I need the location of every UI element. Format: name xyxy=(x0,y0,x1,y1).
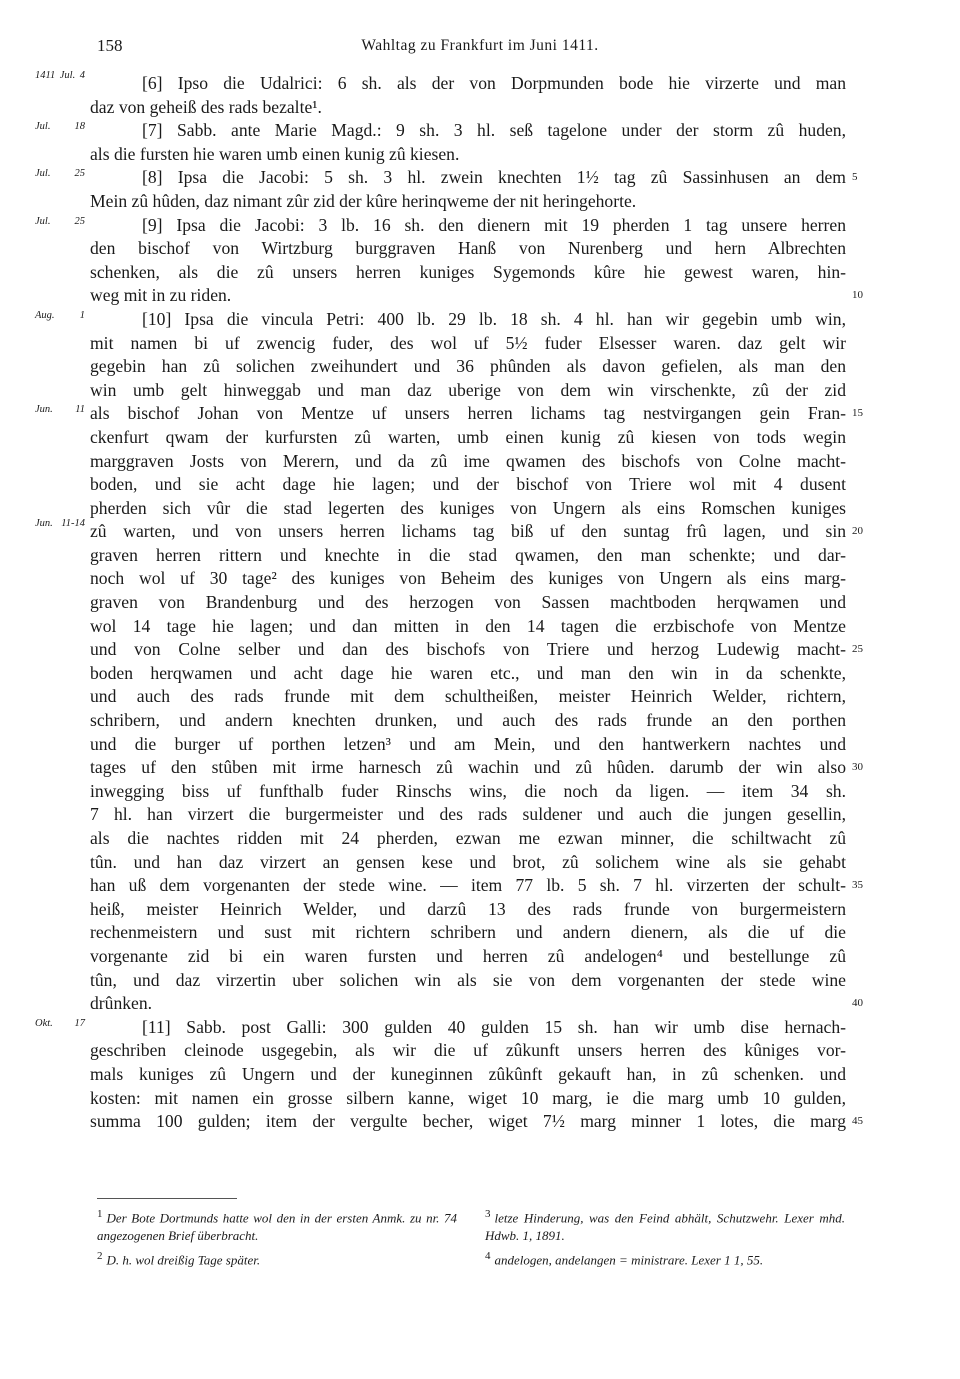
text-line: 40 drûnken. xyxy=(90,992,846,1016)
text-line: 1411 Jul. 4 [6] Ipso die Udalrici: 6 sh. als der von Dorpmunden bode hie virzerte und man xyxy=(35,70,846,93)
text-line: gegebin han zû solichen zweihundert und 36 phûnden als davon gefielen, als man den xyxy=(90,356,846,377)
text-line: geschriben cleinode usgegebin, als wir die uf zûkunft unsers herren des kûniges vor- xyxy=(90,1040,846,1061)
text-line: als die nachtes ridden mit 24 pherden, ezwan me ezwan minner, die schiltwacht zû xyxy=(90,828,846,848)
text-line: tûn. und han daz virzert an gensen kese und brot, zû solichem wine als sie gehabt xyxy=(90,851,846,872)
text-line: Jun. 11 15 als bischof Johan von Mentze uf unsers herren lichams tag nestvirgangen gein Fran- xyxy=(90,402,846,426)
line-number: 30 xyxy=(852,761,863,774)
footnote-3: $^3$ letze Hinderung, was den Feind abhält, Schutzwehr. Lexer mhd. Hdwb. 1, 1891. xyxy=(485,1208,845,1244)
text-line: Jul. 25 5 [8] Ipsa die Jacobi: 5 sh. 3 hl. zwein knechten 1½ tag zû Sassinhusen an dem xyxy=(90,166,846,190)
text-line: 35 han uß dem vorgenanten der stede wine. — item 77 lb. 5 sh. 7 hl. virzerten der schult- xyxy=(90,874,846,898)
text-line: als die fursten hie waren umb einen kunig zû kiesen. xyxy=(90,143,460,164)
text-line: 45 summa 100 gulden; item der vergulte becher, wiget 7½ marg minner 1 lotes, die marg xyxy=(90,1110,846,1134)
margin-date: Jul. 18 xyxy=(35,121,85,133)
line-number: 35 xyxy=(852,879,863,892)
text-line: schribern, und andern knechten drunken, und auch des rads frunde an den porthen xyxy=(90,710,846,731)
footnote-divider xyxy=(97,1198,237,1199)
margin-date: Jul. 25 xyxy=(35,168,85,180)
text-line: inwegging biss uf funfthalb fuder Rinschs wins, die noch da ligen. — item 34 sh. xyxy=(90,780,846,801)
line-number: 5 xyxy=(852,171,858,184)
text-line: und die burger uf porthen letzen³ und am Mein, und den hantwerkern nachtes und xyxy=(90,733,846,754)
text-line: tûn, und daz virzertin uber solichen win als sie von dem vorgenanten der stede wine xyxy=(90,969,846,990)
text-line: mit namen bi uf zwencig fuder, des wol uf 5½ fuder Elsesser waren. daz gelt wir xyxy=(90,332,846,353)
text-line: Jul. 18 [7] Sabb. ante Marie Magd.: 9 sh. 3 hl. seß tagelone under der storm zû huden, xyxy=(35,120,846,141)
text-line: den bischof von Wirtzburg burggraven Hanß von Nurenberg und hern Albrechten xyxy=(90,238,846,259)
text-line: boden, und sie acht dage hie lagen; und der bischof von Triere wol mit 4 dusent xyxy=(90,474,846,495)
line-number: 10 xyxy=(852,289,863,302)
running-head xyxy=(0,36,960,56)
text-line: boden herqwamen und acht dage hie waren etc., und man den win in da schenkte, xyxy=(90,662,846,683)
footnote-column-right xyxy=(485,1205,845,1272)
text-line: 30 tages uf den stûben mit irme harnesch zû wachin und zû hûden. darumb der win also xyxy=(90,756,846,780)
text-line: daz von geheiß des rads bezalte¹. xyxy=(90,96,322,117)
footnote-4: $^4$ andelogen, andelangen = ministrare. Lexer 1 1, 55. xyxy=(485,1250,764,1268)
text-line: wol 14 tage hie lagen; und dan mitten in den 14 tagen die erzbischofe von Mentze xyxy=(90,615,846,636)
line-number: 40 xyxy=(852,997,863,1010)
body-text xyxy=(35,70,863,1134)
text-line: ckenfurt qwam der kurfursten zû warten, umb einen kunig zû kiesen von tods wegin xyxy=(90,426,846,447)
text-line: heiß, meister Heinrich Welder, und darzû 13 des rads frunde von burgermeistern xyxy=(90,898,846,919)
margin-date: Jun. 11 xyxy=(35,404,85,416)
margin-date: Jun. 11-14 xyxy=(35,518,85,530)
footnote-column-left xyxy=(97,1205,457,1272)
text-line: Mein zû hûden, daz nimant zûr zid der kûre herinqweme der nit heringehorte. xyxy=(90,190,637,211)
line-number: 15 xyxy=(852,407,863,420)
margin-date: Aug. 1 xyxy=(35,309,85,321)
text-line: und auch des rads frunde mit dem schultheißen, meister Heinrich Welder, richtern, xyxy=(90,686,846,707)
text-line: 7 hl. han virzert die burgermeister und des rads suldener und auch die jungen gesellin, xyxy=(90,804,846,825)
running-title: Wahltag zu Frankfurt im Juni 1411. xyxy=(361,37,599,54)
footnote-1: $^1$ Der Bote Dortmunds hatte wol den in der ersten Anmk. zu nr. 74 angezogenen Brief überbracht. xyxy=(97,1208,457,1244)
text-line: win umb gelt hinweggab und man daz uberige von dem win virschenkte, zû der zid xyxy=(90,379,846,400)
text-line: rechenmeistern und sust mit richtern schribern und andern dienern, als die uf die xyxy=(90,922,846,943)
text-line: schenken, als die zû unsers herren kuniges Sygemonds kûre hie gewest waren, hin- xyxy=(90,261,846,282)
text-line: vorgenante zid bi ein waren fursten und herren zû andelogen⁴ und bestellunge zû xyxy=(90,945,846,966)
text-line: Aug. 1 [10] Ipsa die vincula Petri: 400 lb. 29 lb. 18 sh. 4 hl. han wir gegebin umb win, xyxy=(35,308,846,329)
margin-date: Okt. 17 xyxy=(35,1017,85,1029)
text-line: graven von Brandenburg und des herzogen von Sassen machtboden herqwamen und xyxy=(90,592,846,613)
text-line: noch wol uf 30 tage² des kuniges von Beheim des kuniges von Ungern als eins marg- xyxy=(90,568,846,589)
text-line: mals kuniges zû Ungern und der kuneginnen zûkûnft gekauft han, in zû schenken. und xyxy=(90,1063,846,1084)
text-line: graven herren rittern und knechte in die stad qwamen, den man schenkte; und dar- xyxy=(90,544,846,565)
text-line: Jun. 11-14 20 zû warten, und von unsers herren lichams tag biß uf den suntag frû lagen, und sin xyxy=(90,520,846,544)
text-line: Okt. 17 [11] Sabb. post Galli: 300 gulden 40 gulden 15 sh. han wir umb dise hernach- xyxy=(35,1016,846,1037)
text-line: pherden sich vûr die stad legerten des kuniges von Ungern als eins Romschen kuniges xyxy=(90,497,846,518)
text-line: 25 und von Colne selber und dan des bischofs von Triere und herzog Ludewig macht- xyxy=(90,638,846,662)
margin-date: Jul. 25 xyxy=(35,215,85,227)
line-number: 45 xyxy=(852,1115,863,1128)
footnote-2: $^2$ D. h. wol dreißig Tage später. xyxy=(97,1250,261,1268)
line-number: 25 xyxy=(852,643,863,656)
text-line: marggraven Josts von Merern, und da zû ime qwamen des bischofs von Colne macht- xyxy=(90,450,846,471)
text-line: Jul. 25 [9] Ipsa die Jacobi: 3 lb. 16 sh. den dienern mit 19 pherden 1 tag unsere herren xyxy=(35,214,846,235)
page-number: 158 xyxy=(97,36,123,55)
text-line: 10 weg mit in zu riden. xyxy=(90,284,846,308)
text-line: kosten: mit namen ein grosse silbern kanne, wiget 10 marg, ie die marg umb 10 gulden, xyxy=(90,1087,846,1108)
line-number: 20 xyxy=(852,525,863,538)
margin-date: 1411 Jul. 4 xyxy=(35,70,85,81)
